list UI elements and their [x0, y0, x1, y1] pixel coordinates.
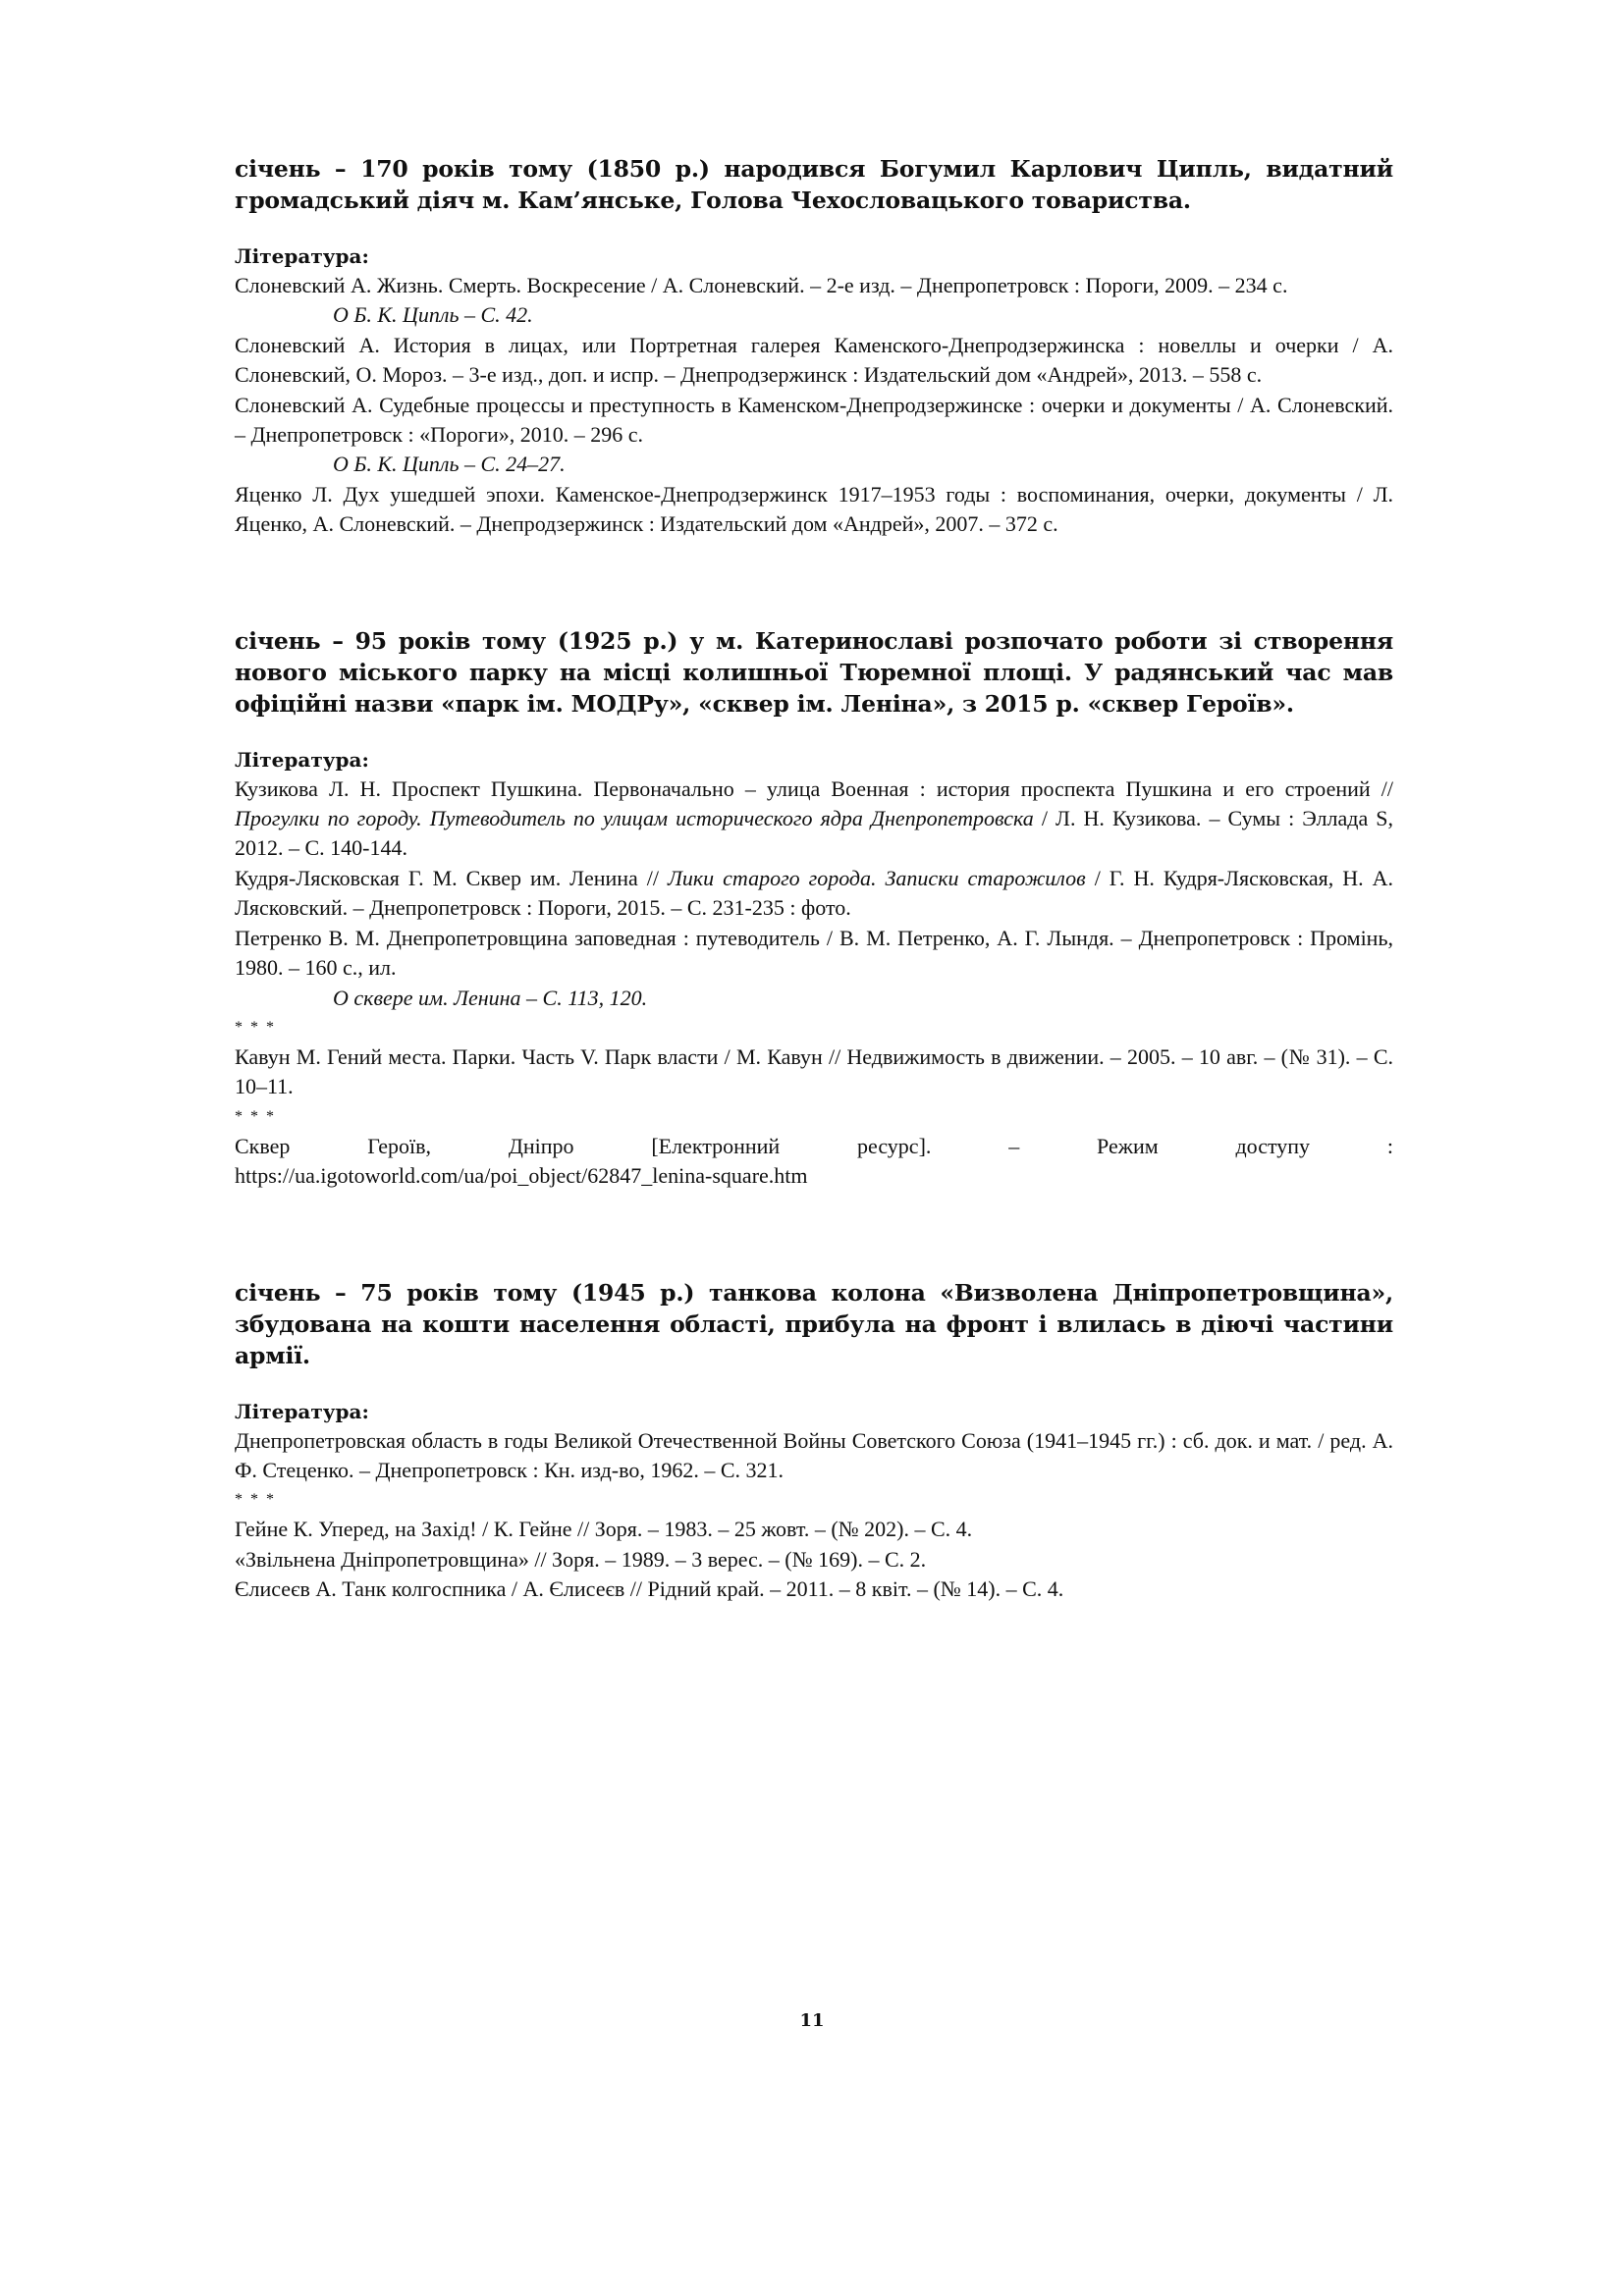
entry-2 [235, 625, 1393, 1192]
web-reference-word: Дніпро [508, 1133, 574, 1158]
entry-heading: січень – 75 років тому (1945 р.) танкова колона «Визволена Дніпропетровщина», збудована на кошти населення області, прибула на фронт і влилась в діючі частини армії. [235, 1278, 1393, 1369]
reference-item: «Звільнена Дніпропетровщина» // Зоря. – 1989. – 3 верес. – (№ 169). – С. 2. [235, 1546, 927, 1572]
reference-item: Слоневский А. Жизнь. Смерть. Воскресение / А. Слоневский. – 2-е изд. – Днепропетровск : Пороги, 2009. – 234 с. [235, 273, 1288, 297]
reference-item: Кавун М. Гений места. Парки. Часть V. Парк власти / М. Кавун // Недвижимость в движении. – 2005. – 10 авг. – (№ 31). – С. 10–11. [235, 1043, 1393, 1099]
reference-note: О Б. К. Ципль – С. 24–27. [333, 452, 566, 477]
reference-note: О Б. К. Ципль – С. 42. [333, 302, 533, 328]
web-reference-line [235, 1132, 1393, 1161]
entry-1 [235, 153, 1393, 540]
web-reference-word: Сквер [235, 1133, 291, 1158]
section-separator: * * * [235, 1107, 276, 1125]
reference-item [235, 864, 1393, 924]
reference-text: / Г. Н. Кудря-Лясковская, Н. А. Лясковский. – Днепропетровск : Пороги, 2015. – С. 231-235 : фото. [235, 865, 1394, 921]
literature-label: Література: [235, 1399, 369, 1423]
reference-source-title: Прогулки по городу. Путеводитель по улицам исторического ядра Днепропетровска [235, 806, 1034, 831]
web-reference-word: Героїв, [367, 1133, 432, 1158]
reference-text: Кудря-Лясковская Г. М. Сквер им. Ленина // [235, 865, 668, 890]
section-separator: * * * [235, 1491, 276, 1509]
web-reference-word: Режим [1097, 1133, 1159, 1158]
web-reference-word: [Електронний [651, 1133, 781, 1158]
entry-heading: січень – 95 років тому (1925 р.) у м. Катеринославі розпочато роботи зі створення нового міського парку на місці колишньої Тюремної площі. У радянський час мав офіційні назви «парк ім. МОДРу», «сквер ім. Леніна», з 2015 р. «сквер Героїв». [235, 626, 1393, 718]
reference-item: Петренко В. М. Днепропетровщина заповедная : путеводитель / В. М. Петренко, А. Г. Лындя. – Днепропетровск : Промінь, 1980. – 160 с., ил. [235, 925, 1393, 981]
web-reference-word: : [1386, 1133, 1393, 1158]
entry-3 [235, 1277, 1393, 1605]
section-separator: * * * [235, 1018, 276, 1036]
reference-item: Єлисеєв А. Танк колгоспника / А. Єлисеєв // Рідний край. – 2011. – 8 квіт. – (№ 14). – С. 4. [235, 1576, 1064, 1602]
literature-label: Література: [235, 747, 369, 772]
reference-item: Слоневский А. История в лицах, или Портретная галерея Каменского-Днепродзержинска : новеллы и очерки / А. Слоневский, О. Мороз. – 3-е изд., доп. и испр. – Днепродзержинск : Издательский дом «Андрей», 2013. – 558 с. [235, 332, 1393, 388]
web-reference-word: доступу [1235, 1133, 1311, 1158]
reference-note: О сквере им. Ленина – С. 113, 120. [333, 985, 648, 1010]
web-reference-word: – [1008, 1133, 1020, 1158]
reference-item: Днепропетровская область в годы Великой Отечественной Войны Советского Союза (1941–1945 гг.) : сб. док. и мат. / ред. А. Ф. Стеценко. – Днепропетровск : Кн. изд-во, 1962. – С. 321. [235, 1427, 1393, 1482]
literature-label: Література: [235, 244, 369, 268]
reference-item [235, 774, 1393, 864]
reference-item: Яценко Л. Дух ушедшей эпохи. Каменское-Днепродзержинск 1917–1953 годы : воспоминания, очерки, документы / Л. Яценко, А. Слоневский. – Днепродзержинск : Издательский дом «Андрей», 2007. – 372 с. [235, 481, 1393, 537]
web-reference-word: ресурс]. [857, 1133, 932, 1158]
reference-text: Кузикова Л. Н. Проспект Пушкина. Первоначально – улица Военная : история проспекта Пушкина и его строений // [235, 775, 1393, 801]
document-page [235, 153, 1393, 1605]
reference-item: Слоневский А. Судебные процессы и преступность в Каменском-Днепродзержинске : очерки и документы / А. Слоневский. – Днепропетровск : «Пороги», 2010. – 296 с. [235, 392, 1393, 448]
entry-heading: січень – 170 років тому (1850 р.) народився Богумил Карлович Ципль, видатний громадський діяч м. Кам’янське, Голова Чехословацького товариства. [235, 155, 1393, 214]
page-number: 11 [799, 2010, 825, 2031]
reference-text: / Л. Н. Кузикова. – Сумы : Эллада S, 2012. – С. 140-144. [235, 806, 1394, 861]
reference-source-title: Лики старого города. Записки старожилов [667, 865, 1086, 890]
reference-item: Гейне К. Уперед, на Захід! / К. Гейне // Зоря. – 1983. – 25 жовт. – (№ 202). – С. 4. [235, 1517, 973, 1542]
web-reference-url[interactable]: https://ua.igotoworld.com/ua/poi_object/62847_lenina-square.htm [235, 1163, 808, 1189]
